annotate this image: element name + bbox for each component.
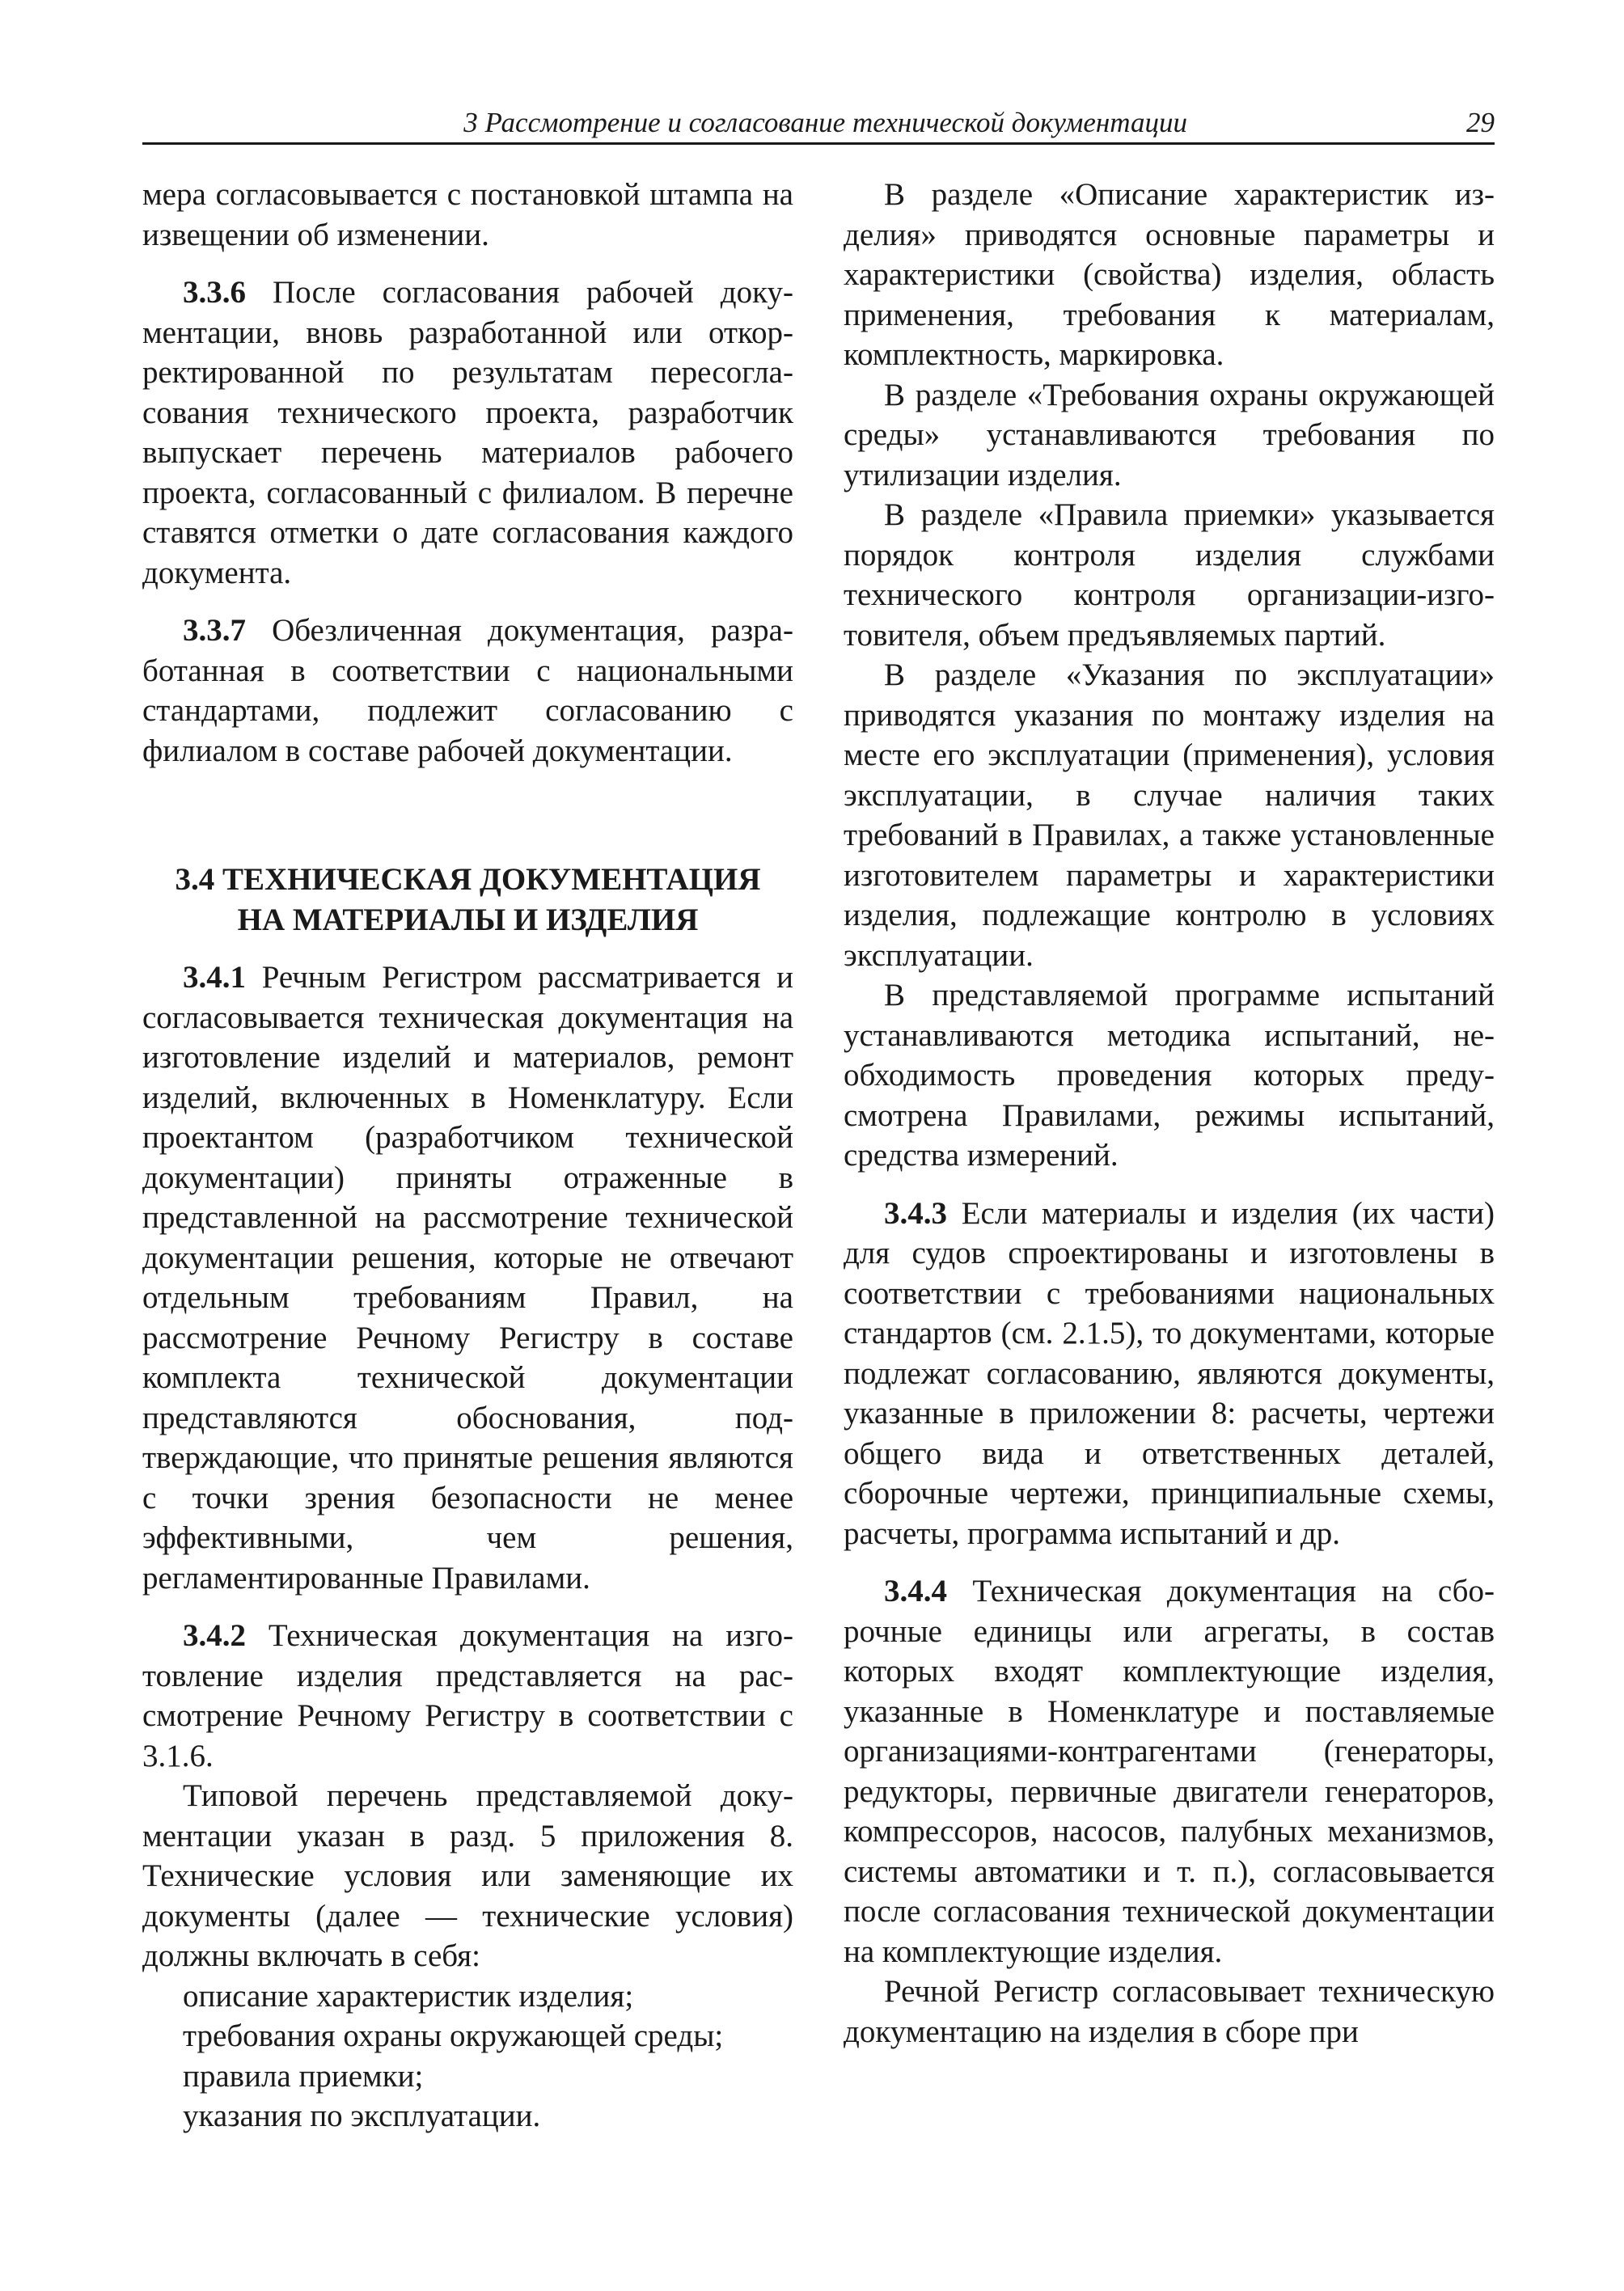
page-number: 29 [1466,107,1495,138]
page-header [142,104,1495,145]
clause-text: Обезличенная документация, разработанная в соответствии с национальными стандартами, подлежит согласованию с филиалом в составе рабочей документации. [142,613,793,768]
clause-3-4-3 [844,1194,1495,1554]
clause-number: 3.4.3 [884,1195,947,1231]
clause-text: Речным Регистром рассматривается и согласовывается техническая документация на изготовление изделий и материалов, ремонт изделий, включенных в Номенклатуру. Если проектантом (разработчиком технической документации) приняты отраженные в представленной на рассмотрение технической документации решения, которые не отвечают отдельным требованиям Правил, на рассмотрение Речному Регистру в составе комплекта технической документации представляются обоснования, подтверждающие, что принятые решения являются с точки зрения безопасности не менее эффективными, чем решения, регламентированные Правилами. [142,960,793,1596]
list-item: описание характеристик изделия; [183,1978,634,2014]
clause-number: 3.4.2 [183,1618,246,1653]
paragraph-test-program: В представляемой программе испытаний устанавливаются методика испытаний, необходимость проведения которых предусмотрена Правилами, режимы испытаний, средства измерений. [844,978,1495,1173]
clause-text: Техническая документация на изготовление изделия представляется на рассмотрение Речному Регистру в соответствии с 3.1.6. [142,1618,793,1773]
section-heading-3-4 [142,860,793,940]
clause-3-3-6 [142,273,793,593]
clause-text: Если материалы и изделия (их части) для судов спроектированы и изготовлены в соответствии с требованиями национальных стандартов (см. 2.1.5), то документами, которые подлежат согласованию, являются документы, указанные в приложении 8: расчеты, чертежи общего вида и ответственных деталей, сборочные чертежи, принципиальные схемы, расчеты, программа испытаний и др. [844,1195,1495,1551]
paragraph-continuation: мера согласовывается с постановкой штампа на извещении об изменении. [142,177,793,252]
clause-3-3-7 [142,611,793,771]
list-item: правила приемки; [183,2058,424,2094]
clause-text: Техническая документация на сборочные единицы или агрегаты, в состав которых входят комплектующие изделия, указанные в Номенклатуре и поставляемые организациями-контрагентами (генераторы, редукторы, первичные двигатели генераторов, компрессоров, насосов, палубных механизмов, системы автоматики и т. п.), согласовывается после согласования технической документации на комплектующие изделия. [844,1574,1495,1969]
left-column [142,175,793,2137]
list-item: требования охраны окружающей среды; [183,2018,724,2053]
clause-number: 3.4.1 [183,960,246,995]
clause-3-4-4 [844,1571,1495,1972]
right-column [844,175,1495,2052]
clause-3-4-2 [142,1616,793,1776]
clause-3-4-1 [142,957,793,1598]
section-heading-line-2: НА МАТЕРИАЛЫ И ИЗДЕЛИЯ [237,902,699,937]
paragraph-acceptance: В разделе «Правила приемки» указывается порядок контроля изделия службами технического контроля организации-изготовителя, объем предъявляемых партий. [844,497,1495,653]
section-heading-line-1: 3.4 ТЕХНИЧЕСКАЯ ДОКУМЕНТАЦИЯ [175,862,761,897]
paragraph-final: Речной Регистр согласовывает техническую документацию на изделия в сборе при [844,1974,1495,2049]
paragraph-typical-list: Типовой перечень представляемой документации указан в разд. 5 приложения 8. Технические условия или заменяющие их документы (далее — технические условия) должны включать в себя: [142,1778,793,1973]
clause-text: После согласования рабочей документации, вновь разработанной или откорректированной по результатам пересогласования технического проекта, разработчик выпускает перечень материалов рабочего проекта, согласованный с филиалом. В перечне ставятся отметки о дате согласования каждого документа. [142,275,793,590]
clause-number: 3.3.6 [183,275,246,310]
paragraph-operation: В разделе «Указания по эксплуатации» приводятся указания по монтажу изделия на месте его эксплуатации (применения), условия эксплуатации, в случае наличия таких требований в Правилах, а также установленные изготовителем параметры и характеристики изделия, подлежащие контролю в условиях эксплуатации. [844,657,1495,973]
clause-number: 3.4.4 [884,1574,947,1608]
paragraph-environment: В разделе «Требования охраны окружающей среды» устанавливаются требования по утилизации изделия. [844,377,1495,492]
clause-number: 3.3.7 [183,613,246,648]
paragraph-description: В разделе «Описание характеристик изделия» приводятся основные параметры и характеристики (свойства) изделия, область применения, требования к материалам, комплектность, маркировка. [844,177,1495,372]
list-item: указания по эксплуатации. [183,2099,541,2133]
running-header-title: 3 Рассмотрение и согласование технической документации [463,107,1187,138]
